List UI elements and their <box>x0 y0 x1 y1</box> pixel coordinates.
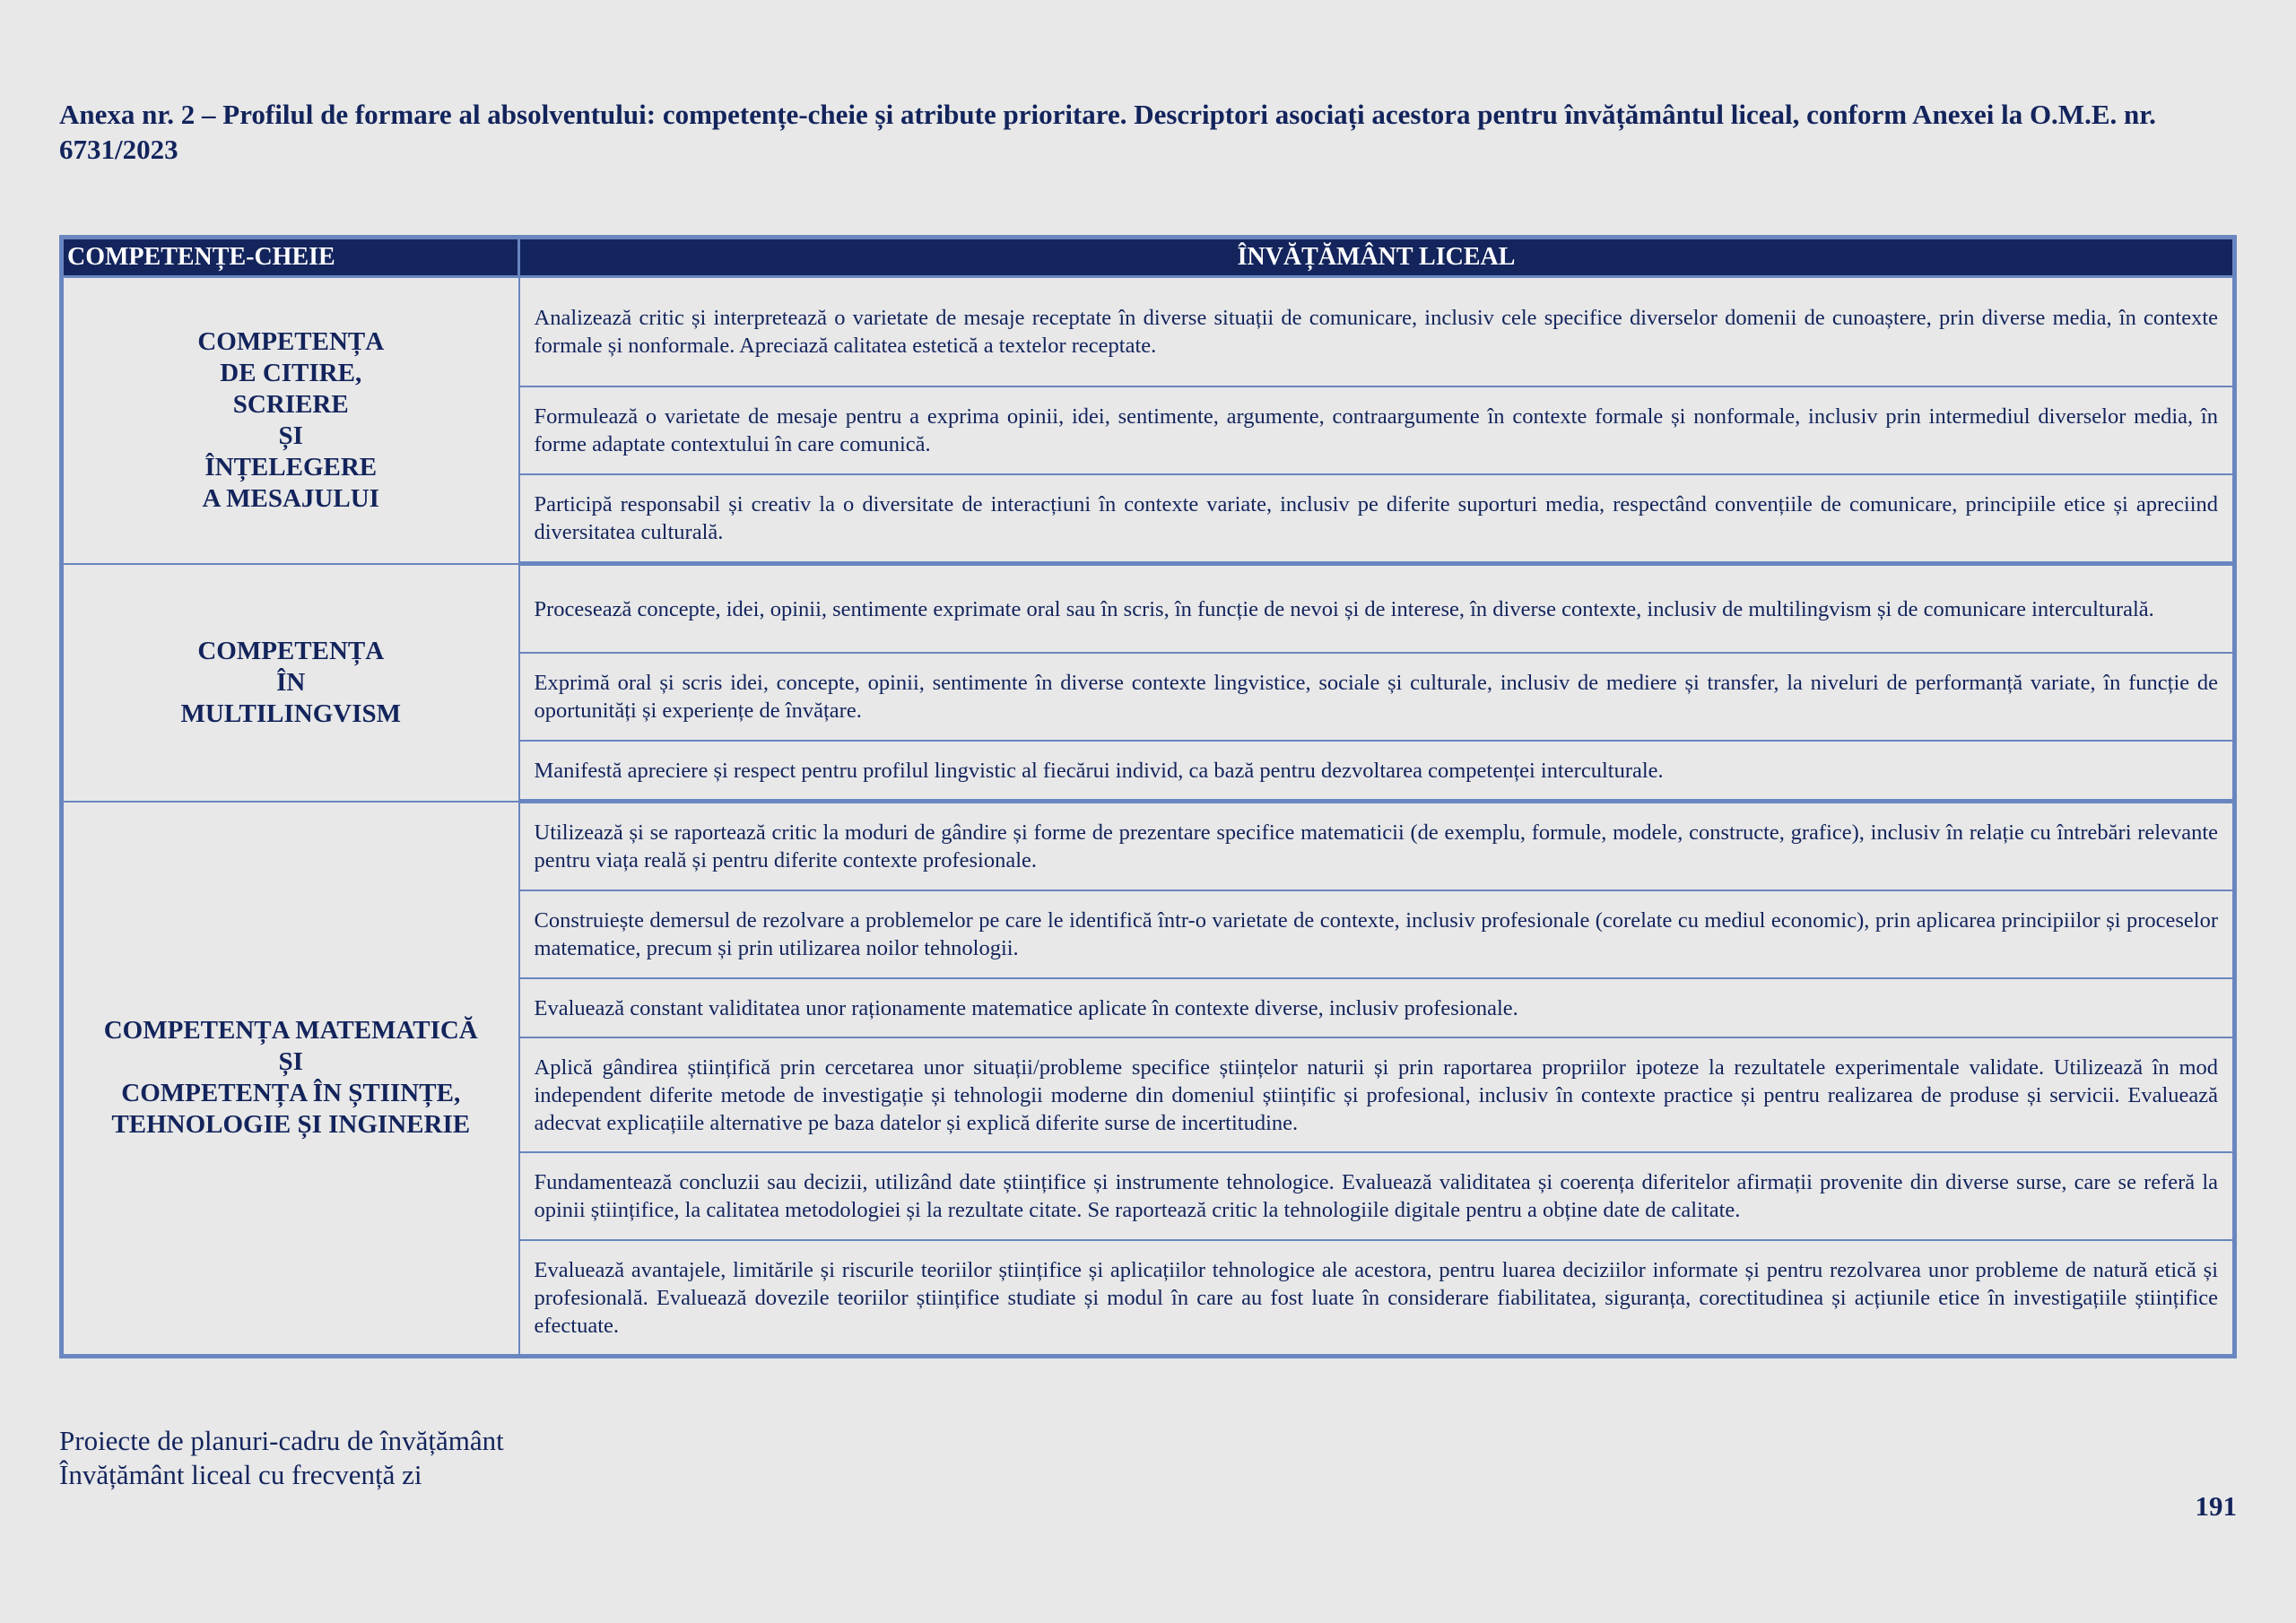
footer-line-1: Proiecte de planuri-cadru de învățământ <box>59 1425 504 1456</box>
table-row <box>62 277 2235 387</box>
descriptor-cell: Utilizează și se raportează critic la moduri de gândire și forme de prezentare specifice matematicii (de exemplu, formule, modele, constructe, grafice), inclusiv în relație cu întrebări relevante pentru viața reală și pentru diferite contexte profesionale. <box>519 802 2235 891</box>
competence-line: TEHNOLOGIE ȘI INGINERIE <box>111 1110 471 1140</box>
document-title: Anexa nr. 2 – Profilul de formare al absolventului: competențe-cheie și atribute prioritare. Descriptori asociați acestora pentru învățământul liceal, conform Anexei la O.M.E. nr. 6731/2023 <box>59 99 2156 165</box>
competence-line: ȘI <box>278 1047 303 1077</box>
competence-line: COMPETENȚA <box>197 636 385 665</box>
competence-reading-writing <box>62 277 519 564</box>
descriptor-cell: Evaluează constant validitatea unor raționamente matematice aplicate în contexte diverse, inclusiv profesionale. <box>519 978 2235 1037</box>
competence-line: COMPETENȚA ÎN ȘTIINȚE, <box>121 1079 461 1108</box>
competence-line: ÎN <box>276 667 306 697</box>
table-header-row <box>62 238 2235 277</box>
descriptor-cell: Analizează critic și interpretează o varietate de mesaje receptate în diverse situații de comunicare, inclusiv cele specifice diverselor domenii de cunoaștere, prin diverse media, în contexte formale și nonformale. Apreciază calitatea estetică a textelor receptate. <box>519 277 2235 387</box>
competence-line: COMPETENȚA MATEMATICĂ <box>103 1016 478 1046</box>
competences-table <box>59 235 2237 1358</box>
competence-line: MULTILINGVISM <box>180 699 401 728</box>
competence-math-science <box>62 802 519 1357</box>
descriptor-cell: Exprimă oral și scris idei, concepte, opinii, sentimente în diverse contexte lingvistice, sociale și culturale, inclusiv de mediere și transfer, la niveluri de performanță variate, în funcție de oportunități și experiențe de învățare. <box>519 653 2235 741</box>
descriptor-cell: Fundamentează concluzii sau decizii, utilizând date științifice și instrumente tehnologice. Evaluează validitatea și coerența diferitelor afirmații provenite din diverse surse, care se referă la opinii științifice, la calitatea metodologiei și la rezultate citate. Se raportează critic la tehnologiile digitale pentru a obține date de calitate. <box>519 1152 2235 1240</box>
competence-line: A MESAJULUI <box>202 483 379 513</box>
header-high-school: ÎNVĂȚĂMÂNT LICEAL <box>519 238 2235 277</box>
descriptor-cell: Construiește demersul de rezolvare a problemelor pe care le identifică într-o varietate de contexte, inclusiv profesionale (corelate cu mediul economic), prin aplicarea principiilor și proceselor matematice, precum și prin utilizarea noilor tehnologii. <box>519 890 2235 978</box>
footer-line-2: Învățământ liceal cu frecvență zi <box>59 1459 422 1490</box>
competence-line: SCRIERE <box>232 389 349 419</box>
competence-line: DE CITIRE, <box>220 358 362 387</box>
header-key-competences: COMPETENȚE-CHEIE <box>62 238 519 277</box>
table-row <box>62 564 2235 654</box>
footer <box>59 1424 504 1492</box>
competence-line: COMPETENȚA <box>197 326 385 356</box>
descriptor-cell: Participă responsabil și creativ la o diversitate de interacțiuni în contexte variate, inclusiv pe diferite suporturi media, respectând convențiile de comunicare, principiile etice și apreciind diversitatea culturală. <box>519 474 2235 564</box>
page-number: 191 <box>2195 1490 2237 1522</box>
table-row <box>62 802 2235 891</box>
descriptor-cell: Formulează o varietate de mesaje pentru a exprima opinii, idei, sentimente, argumente, contraargumente în contexte formale și nonformale, inclusiv prin intermediul diverselor media, în forme adaptate contextului în care comunică. <box>519 386 2235 474</box>
competence-line: ÎNȚELEGERE <box>204 452 378 482</box>
descriptor-cell: Manifestă apreciere și respect pentru profilul lingvistic al fiecărui individ, ca bază pentru dezvoltarea competenței interculturale. <box>519 741 2235 802</box>
competence-multilingualism <box>62 564 519 802</box>
descriptor-cell: Aplică gândirea științifică prin cercetarea unor situații/probleme specifice științelor naturii și prin raportarea propriilor ipoteze la rezultatele experimentale validate. Utilizează în mod independent diferite metode de investigație și tehnologii moderne din domeniul științific și profesional, inclusiv în contexte practice și pentru realizarea de produse și servicii. Evaluează adecvat explicațiile alternative pe baza datelor și explică diferite surse de incertitudine. <box>519 1037 2235 1152</box>
competence-line: ȘI <box>278 421 303 450</box>
descriptor-cell: Procesează concepte, idei, opinii, sentimente exprimate oral sau în scris, în funcție de nevoi și de interese, în diverse contexte, inclusiv de multilingvism și de comunicare interculturală. <box>519 564 2235 654</box>
descriptor-cell: Evaluează avantajele, limitările și riscurile teoriilor științifice și aplicațiilor tehnologice ale acestora, pentru luarea deciziilor informate și pentru rezolvarea unor probleme de natură etică și profesională. Evaluează dovezile teoriilor științifice studiate și modul în care au fost luate în considerare fiabilitatea, siguranța, corectitudinea și acțiunile etice în investigațiile științifice efectuate. <box>519 1240 2235 1357</box>
